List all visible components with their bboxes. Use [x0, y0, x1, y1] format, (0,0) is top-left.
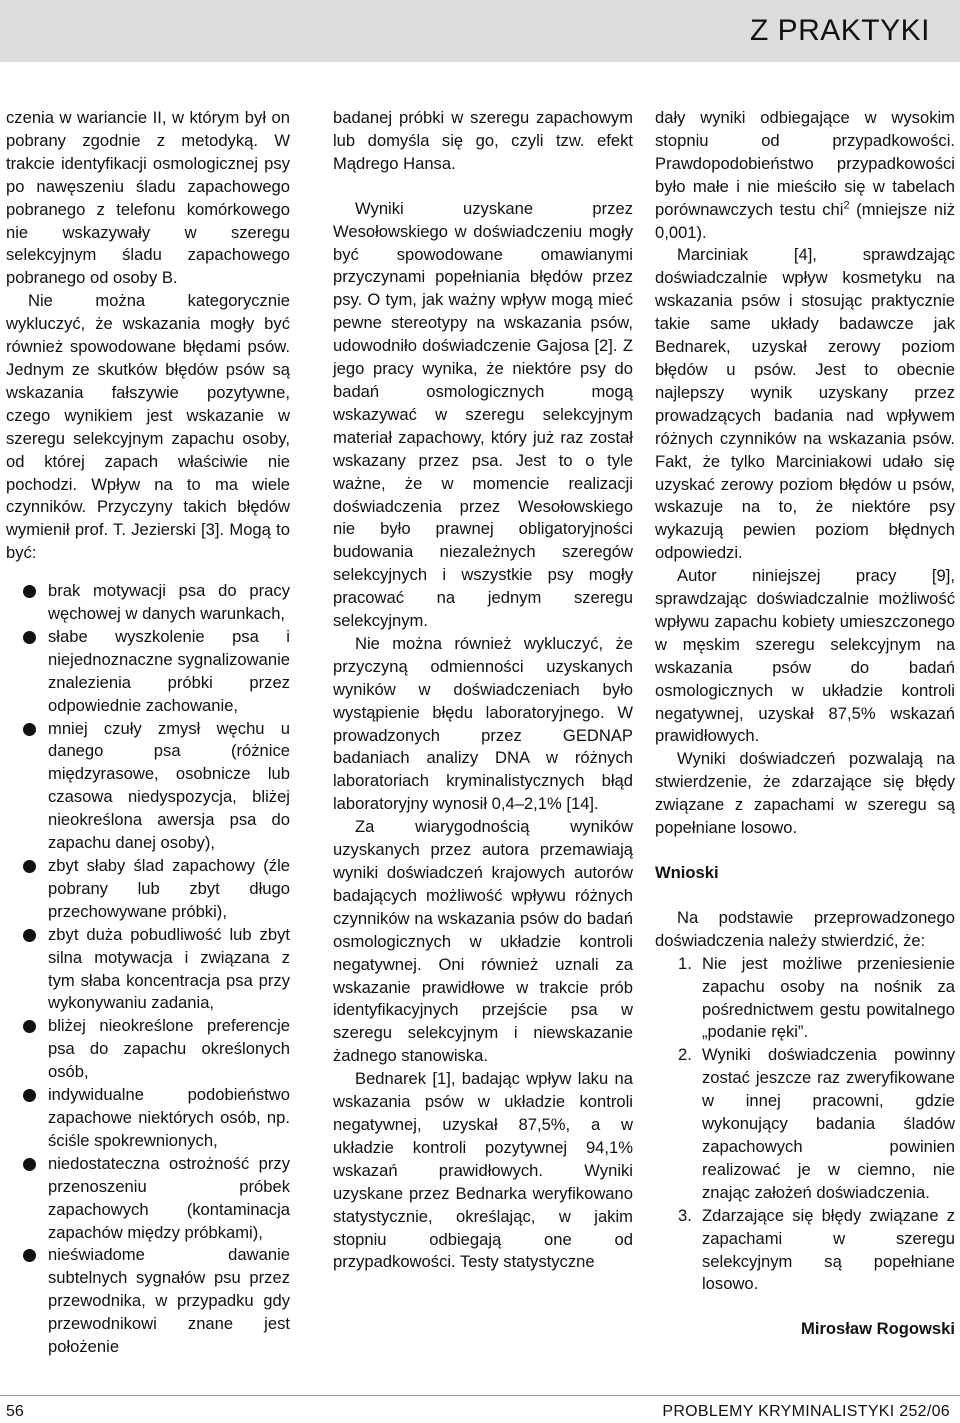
conclusions-list [655, 953, 955, 1297]
bullet-icon [23, 860, 36, 873]
bullet-icon [23, 929, 36, 942]
list-item: słabe wyszkolenie psa i niejednoznaczne sygnalizowanie znalezienia próbki przez odpowiednie zachowanie, [6, 626, 290, 718]
bullet-icon [23, 723, 36, 736]
list-item: brak motywacji psa do pracy węchowej w danych warunkach, [6, 580, 290, 626]
list-item: zbyt słaby ślad zapachowy (źle pobrany lub zbyt długo przechowywane próbki), [6, 855, 290, 924]
list-item: zbyt duża pobudliwość lub zbyt silna motywacja i związana z tym słaba koncentracja psa przy wykonywaniu zadania, [6, 924, 290, 1016]
list-item: bliżej nieokreślone preferencje psa do zapachu określonych osób, [6, 1015, 290, 1084]
paragraph: dały wyniki odbiegające w wysokim stopniu od przypadkowości. Prawdopodobieństwo przypadkowości było małe i nie mieściło się w tabelach porównawczych testu chi$^2$ (mniejsze niż 0,001). [655, 108, 955, 242]
paragraph: Na podstawie przeprowadzonego doświadczenia należy stwierdzić, że: [655, 907, 955, 950]
paragraph: Autor niniejszej pracy [9], sprawdzając doświadczalnie możliwość wpływu zapachu kobiety umieszczonego w męskim szeregu selekcyjnym na wskazania psów do badań osmologicznych w układzie kontroli negatywnej, uzyskał 87,5% wskazań prawidłowych. [655, 566, 955, 746]
author-name: Mirosław Rogowski [801, 1319, 955, 1339]
paragraph: Nie można kategorycznie wykluczyć, że wskazania mogły być również spowodowane błędami psów. Jednym ze skutków błędów psów są wskazania fałszywie pozytywne, czego wynikiem jest wskazanie w szeregu selekcyjnym zapachu osoby, od której zapach właściwie nie pochodzi. Wpływ na to ma wiele czynników. Przyczyny takich błędów wymienił prof. T. Jezierski [3]. Mogą to być: [6, 291, 290, 563]
paragraph: Bednarek [1], badając wpływ laku na wskazania psów w układzie kontroli negatywnej, uzyskał 87,5%, a w układzie kontroli pozytywnej 94,1% wskazań prawidłowych. Wyniki uzyskane przez Bednarka weryfikowano statystycznie, określając, w jakim stopniu odbiegają one od przypadkowości. Testy statystyczne [333, 1069, 633, 1272]
section-header-bar [0, 0, 960, 62]
paragraph: czenia w wariancie II, w którym był on pobrany zgodnie z metodyką. W trakcie identyfikacji osmologicznej psy po nawęszeniu śladu zapachowego pobranego z telefonu komórkowego nie wskazywały w szeregu selekcyjnym śladu zapachowego pobranego od osoby B. [6, 108, 290, 288]
section-heading: Wnioski [655, 863, 719, 882]
list-item: 1. Nie jest możliwe przeniesienie zapachu osoby na nośnik za pośrednictwem gestu powitalnego „podanie ręki”. [678, 953, 955, 1042]
paragraph: Wyniki uzyskane przez Wesołowskiego w doświadczeniu mogły być spowodowane omawianymi przyczynami popełniania błędów przez psy. O tym, jak ważny wpływ mogą mieć pewne stereotypy na wskazania psów, udowodniło doświadczenie Gajosa [2]. Z jego pracy wynika, że niektóre psy do badań osmologicznych mogą wskazywać w szeregu selekcyjnym materiał zapachowy, który już raz został wskazany przez psa. Jest to o tyle ważne, że w momencie realizacji doświadczenia przez Wesołowskiego nie było prawnej obligatoryjności budowania niezależnych szeregów selekcyjnych i wszystkie psy mogły pracować na jednym szeregu selekcyjnym. [333, 198, 633, 631]
list-item: mniej czuły zmysł węchu u danego psa (różnice międzyrasowe, osobnicze lub czasowa niedyspozycja, bliżej nieokreślona awersja psa do zapachu danej osoby), [6, 718, 290, 855]
bullet-icon [23, 631, 36, 644]
bullet-icon [23, 1158, 36, 1171]
list-item: 2. Wyniki doświadczenia powinny zostać jeszcze raz zweryfikowane w innej pracowni, gdzie wykonujący badania śladów zapachowych powinien realizować je w ciemno, nie znając założeń doświadczenia. [678, 1045, 955, 1202]
journal-title: PROBLEMY KRYMINALISTYKI 252/06 [662, 1403, 950, 1420]
bullet-icon [23, 1249, 36, 1262]
bullet-list [6, 580, 290, 1359]
paragraph: Marciniak [4], sprawdzając doświadczalnie wpływ kosmetyku na wskazania psów i stosując praktycznie takie same układy badawcze jak Bednarek, uzyskał zerowy poziom błędów u psów. Jest to obecnie najlepszy wynik uzyskany przez prowadzących badania nad wpływem różnych czynników na wskazania psów. Fakt, że tylko Marciniakowi udało się uzyskać zerowy poziom błędów u psów, wskazuje na to, że niektóre psy wykazują pewien poziom błędnych odpowiedzi. [655, 245, 955, 563]
paragraph: Za wiarygodnością wyników uzyskanych przez autora przemawiają wyniki doświadczeń krajowych autorów badających możliwość wpływu różnych czynników na wskazania psów do badań osmologicznych w układzie kontroli negatywnej. Oni również uznali za wskazanie prawidłowe w trakcie prób identyfikacyjnych przejście psa w szeregu selekcyjnym i niewskazanie żadnego stanowiska. [333, 817, 633, 1066]
footer-divider [0, 1395, 960, 1396]
bullet-icon [23, 1089, 36, 1102]
bullet-icon [23, 585, 36, 598]
page-number: 56 [6, 1403, 24, 1420]
list-item: niedostateczna ostrożność przy przenoszeniu próbek zapachowych (kontaminacja zapachów między próbkami), [6, 1153, 290, 1245]
paragraph: badanej próbki w szeregu zapachowym lub domyśla się go, czyli tzw. efekt Mądrego Hansa. [333, 108, 633, 173]
section-title: Z PRAKTYKI [749, 14, 930, 47]
list-item: nieświadome dawanie subtelnych sygnałów psu przez przewodnika, w przypadku gdy przewodnikowi znane jest położenie [6, 1244, 290, 1359]
list-item: indywidualne podobieństwo zapachowe niektórych osób, np. ściśle spokrewnionych, [6, 1084, 290, 1153]
column-3 [655, 107, 955, 1341]
bullet-icon [23, 1020, 36, 1033]
paragraph: Wyniki doświadczeń pozwalają na stwierdzenie, że zdarzające się błędy związane z zapachami w szeregu są popełniane losowo. [655, 749, 955, 838]
column-2 [333, 107, 633, 1274]
list-item: 3. Zdarzające się błędy związane z zapachami w szeregu selekcyjnym są popełniane losowo. [678, 1205, 955, 1294]
column-1 [6, 107, 290, 1359]
paragraph: Nie można również wykluczyć, że przyczyną odmienności uzyskanych wyników w doświadczeniach było wystąpienie błędu laboratoryjnego. W prowadzonych przez GEDNAP badaniach analizy DNA w różnych laboratoriach kryminalistycznych błąd laboratoryjny wynosił 0,4–2,1% [14]. [333, 633, 633, 814]
superscript: 2 [843, 199, 850, 212]
